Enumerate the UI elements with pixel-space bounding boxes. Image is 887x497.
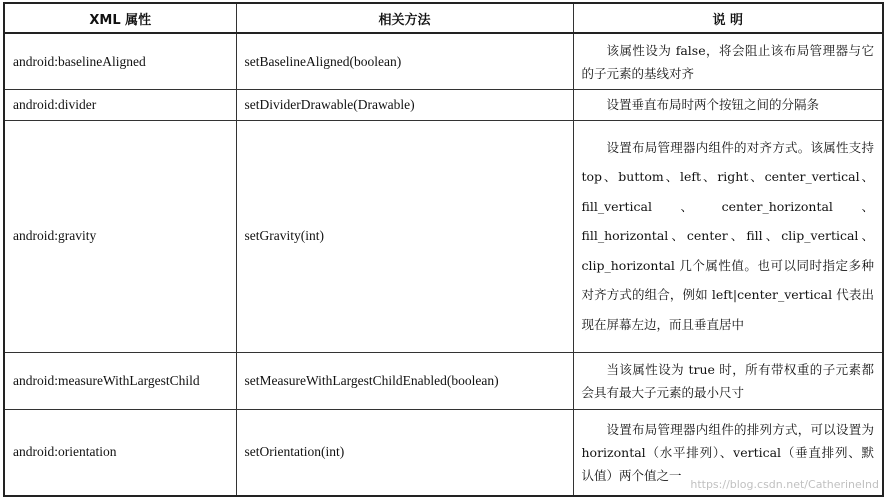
method-cell: setGravity(int) [236, 120, 573, 352]
method-cell: setDividerDrawable(Drawable) [236, 90, 573, 121]
header-description: 说 明 [573, 3, 883, 33]
xml-attribute-cell: android:gravity [4, 120, 236, 352]
header-related-method: 相关方法 [236, 3, 573, 33]
xml-attributes-table [3, 2, 884, 497]
table-row [4, 90, 883, 121]
method-cell: setMeasureWithLargestChildEnabled(boolean) [236, 352, 573, 409]
xml-attribute-cell: android:divider [4, 90, 236, 121]
description-cell: 该属性设为 false，将会阻止该布局管理器与它的子元素的基线对齐 [573, 33, 883, 90]
xml-attribute-cell: android:baselineAligned [4, 33, 236, 90]
table-row [4, 352, 883, 409]
method-cell: setOrientation(int) [236, 409, 573, 496]
description-cell: 设置垂直布局时两个按钮之间的分隔条 [573, 90, 883, 121]
description-cell: 当该属性设为 true 时，所有带权重的子元素都会具有最大子元素的最小尺寸 [573, 352, 883, 409]
description-cell: 设置布局管理器内组件的排列方式，可以设置为 horizontal（水平排列）、vertical（垂直排列、默认值）两个值之一 [573, 409, 883, 496]
table-row [4, 33, 883, 90]
xml-attribute-cell: android:measureWithLargestChild [4, 352, 236, 409]
description-cell: 设置布局管理器内组件的对齐方式。该属性支持 top、buttom、left、right、center_vertical、fill_vertical、center_horizontal、fill_horizontal、center、fill、clip_vertical、clip_horizontal 几个属性值。也可以同时指定多种对齐方式的组合，例如 left|center_vertical 代表出现在屏幕左边，而且垂直居中 [573, 120, 883, 352]
header-xml-attribute: XML 属性 [4, 3, 236, 33]
table-row [4, 409, 883, 496]
xml-attribute-cell: android:orientation [4, 409, 236, 496]
method-cell: setBaselineAligned(boolean) [236, 33, 573, 90]
table-header-row [4, 3, 883, 33]
table-row [4, 120, 883, 352]
watermark: https://blog.csdn.net/CatherineInd [690, 478, 879, 491]
